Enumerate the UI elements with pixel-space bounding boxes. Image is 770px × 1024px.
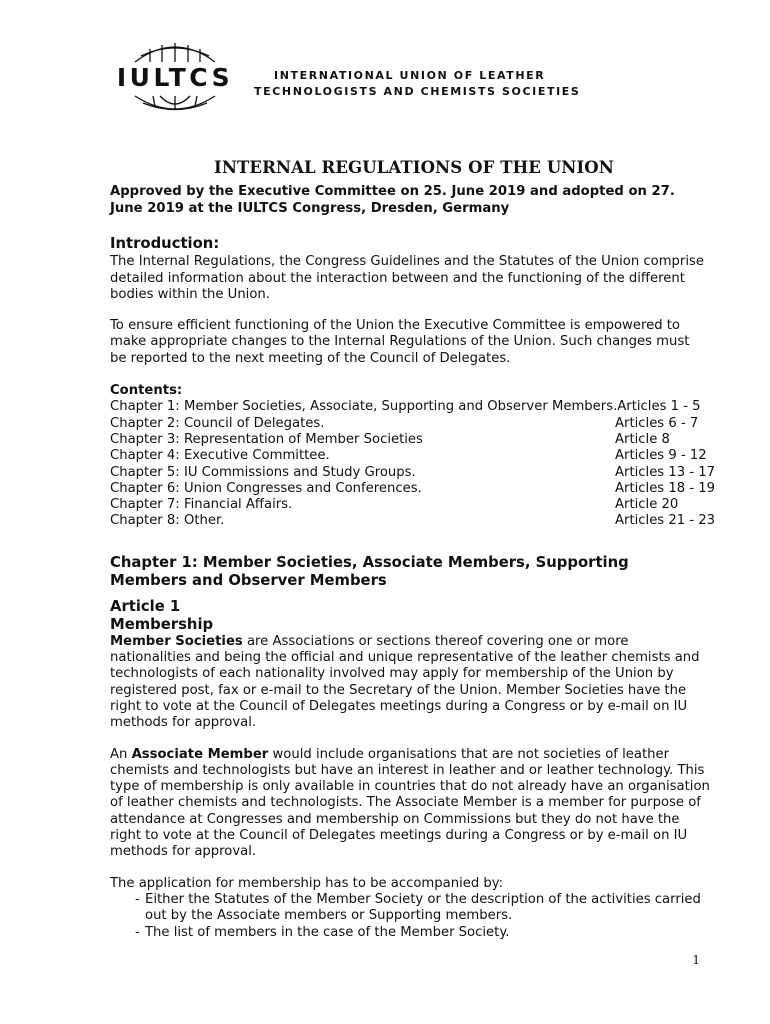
list-item (135, 925, 710, 941)
member-societies-term: Member Societies (110, 633, 243, 649)
toc-articles: Articles 13 - 17 (615, 464, 716, 480)
approval-statement: Approved by the Executive Committee on 25. June 2019 and adopted on 27. June 2019 at the IULTCS Congress, Dresden, Germany (110, 184, 675, 217)
introduction-paragraph-1: The Internal Regulations, the Congress Guidelines and the Statutes of the Union comprise detailed information about the interaction between and the functioning of the different bodies within the Union. (110, 254, 704, 302)
toc-row (110, 399, 710, 415)
toc-row (110, 464, 716, 481)
table-of-contents (110, 399, 716, 529)
toc-articles: Articles 1 - 5 (617, 399, 701, 415)
application-requirements-list (135, 892, 710, 941)
associate-member-term: Associate Member (131, 746, 269, 762)
member-societies-paragraph (110, 634, 710, 732)
toc-chapter: Chapter 7: Financial Affairs. (110, 497, 293, 513)
toc-chapter: Chapter 3: Representation of Member Societies (110, 431, 423, 447)
toc-row (110, 448, 710, 464)
toc-chapter: Chapter 5: IU Commissions and Study Groups. (110, 464, 416, 480)
toc-articles: Articles 21 - 23 (615, 513, 716, 529)
introduction-paragraph-2: To ensure efficient functioning of the Union the Executive Committee is empowered to make appropriate changes to the Internal Regulations of the Union. Such changes must be reported to the next meeting of the Council of Delegates. (110, 318, 690, 366)
list-item-text: The list of members in the case of the Member Society. (145, 924, 510, 940)
associate-member-paragraph (110, 747, 710, 861)
toc-chapter: Chapter 8: Other. (110, 513, 225, 529)
toc-row (110, 432, 710, 448)
toc-articles: Articles 18 - 19 (615, 480, 716, 496)
list-item (135, 892, 710, 925)
introduction-heading: Introduction: (110, 235, 220, 253)
document-title: INTERNAL REGULATIONS OF THE UNION (214, 158, 614, 177)
toc-articles: Articles 6 - 7 (615, 415, 699, 431)
list-dash: - (135, 891, 140, 907)
application-intro: The application for membership has to be accompanied by: (110, 875, 504, 891)
org-name-line-1: INTERNATIONAL UNION OF LEATHER (274, 69, 546, 82)
toc-chapter: Chapter 1: Member Societies, Associate, Supporting and Observer Members. (110, 399, 618, 415)
toc-row (110, 497, 710, 513)
toc-chapter: Chapter 4: Executive Committee. (110, 448, 330, 464)
org-name-line-2: TECHNOLOGISTS AND CHEMISTS SOCIETIES (254, 85, 581, 98)
toc-row (110, 480, 716, 497)
article-1-heading: Article 1 (110, 597, 181, 615)
chapter-1-heading: Chapter 1: Member Societies, Associate Members, Supporting Members and Observer Members (110, 553, 629, 589)
logo-wordmark: IULTCS (116, 63, 234, 92)
toc-articles: Article 20 (615, 497, 679, 513)
member-societies-text: are Associations or sections thereof covering one or more nationalities and being the official and unique representative of the leather chemists and technologists of each nationality involved may apply for membership of the Union by registered post, fax or e-mail to the Secretary of the Union. Member Societies have the right to vote at the Council of Delegates meetings during a Congress or by e-mail on IU methods for approval. (110, 633, 700, 731)
iultcs-logo (105, 40, 245, 112)
toc-chapter: Chapter 2: Council of Delegates. (110, 415, 325, 431)
toc-articles: Article 8 (615, 431, 670, 447)
toc-row (110, 513, 716, 529)
page-number: 1 (692, 953, 700, 967)
list-item-text: Either the Statutes of the Member Society or the description of the activities carried out by the Associate members or Supporting members. (145, 891, 701, 924)
toc-chapter: Chapter 6: Union Congresses and Conferences. (110, 480, 422, 496)
associate-member-text: would include organisations that are not societies of leather chemists and technologists but have an interest in leather and or leather technology. This type of membership is only available in countries that do not already have an organisation of leather chemists and technologists. The Associate Member is a member for purpose of attendance at Congresses and membership on Commissions but they do not have the right to vote at the Council of Delegates meetings during a Congress or by e-mail on IU methods for approval. (110, 746, 710, 860)
toc-articles: Articles 9 - 12 (615, 448, 707, 464)
toc-row (110, 416, 710, 432)
contents-heading: Contents: (110, 383, 183, 399)
list-dash: - (135, 924, 140, 940)
associate-member-prefix: An (110, 746, 132, 762)
membership-heading: Membership (110, 615, 214, 633)
organization-name (254, 68, 604, 100)
document-body (110, 158, 716, 941)
